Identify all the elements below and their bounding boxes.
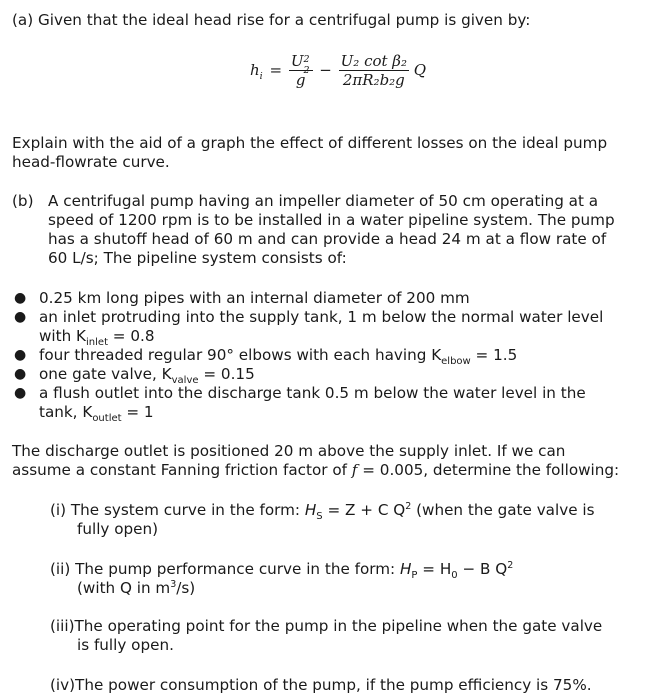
formula-lhs-sub: i bbox=[259, 71, 263, 82]
question-ii-line-2: (with Q in $m^3/s$) bbox=[77, 578, 196, 597]
bullet-outlet-line-1: a flush outlet into the discharge tank 0.5 m below the water level in the bbox=[39, 384, 586, 402]
formula-fraction-1: U 2 2 g bbox=[289, 52, 313, 89]
part-a-prompt: (a) Given that the ideal head rise for a centrifugal pump is given by: bbox=[12, 11, 531, 29]
discharge-line-2: assume a constant Fanning friction factor of f = 0.005, determine the following: bbox=[12, 461, 620, 479]
bullet-elbows: four threaded regular 90° elbows with each having $K_{elbow} = 1.5$ bbox=[39, 346, 518, 368]
part-a-explain-line-1: Explain with the aid of a graph the effect of different losses on the ideal pump bbox=[12, 134, 608, 152]
part-a-explain-line-2: head-flowrate curve. bbox=[12, 153, 170, 171]
formula-equals: = bbox=[269, 61, 283, 79]
bullet-dot-icon: ● bbox=[14, 385, 27, 401]
bullet-dot-icon: ● bbox=[14, 309, 27, 325]
part-b-line-1: A centrifugal pump having an impeller diameter of 50 cm operating at a bbox=[48, 192, 599, 210]
question-iii-line-2: is fully open. bbox=[77, 636, 174, 654]
bullet-outlet-line-2: tank, $K_{outlet} = 1$ bbox=[39, 403, 154, 425]
bullet-gate-valve: one gate valve, $K_{valve} = 0.15$ bbox=[39, 365, 255, 387]
question-iv: (iv)The power consumption of the pump, if the pump efficiency is 75%. bbox=[50, 676, 592, 694]
bullet-inlet-line-1: an inlet protruding into the supply tank, 1 m below the normal water level bbox=[39, 308, 604, 326]
formula-minus: − bbox=[319, 61, 332, 79]
frac1-numerator: U bbox=[290, 52, 304, 70]
formula-fraction-2 bbox=[339, 52, 409, 89]
formula-lhs: h bbox=[250, 61, 260, 79]
question-i-line-1: (i) The system curve in the form: $H_S = Z + C$ $Q^2$ (when the gate valve is bbox=[50, 500, 595, 523]
formula-q: Q bbox=[413, 61, 427, 79]
discharge-line-1: The discharge outlet is positioned 20 m above the supply inlet. If we can bbox=[12, 442, 566, 460]
part-b-label: (b) bbox=[12, 192, 34, 210]
bullet-dot-icon: ● bbox=[14, 290, 27, 306]
bullet-dot-icon: ● bbox=[14, 347, 27, 363]
question-ii-line-1: (ii) The pump performance curve in the form: $H_P = H_0 - B$ $Q^2$ bbox=[50, 559, 514, 582]
frac2-numerator: U₂ cot β₂ bbox=[340, 52, 407, 70]
part-b-line-4: 60 L/s; The pipeline system consists of: bbox=[48, 249, 347, 267]
ideal-head-formula bbox=[250, 52, 426, 89]
question-i-line-2: fully open) bbox=[77, 520, 159, 538]
part-b-line-2: speed of 1200 rpm is to be installed in a water pipeline system. The pump bbox=[48, 211, 615, 229]
frac1-denominator: g bbox=[295, 71, 306, 89]
bullet-dot-icon: ● bbox=[14, 366, 27, 382]
bullet-pipes: 0.25 km long pipes with an internal diameter of 200 mm bbox=[39, 289, 470, 307]
part-b-line-3: has a shutoff head of 60 m and can provide a head 24 m at a flow rate of bbox=[48, 230, 607, 248]
frac2-denominator: 2πR₂b₂g bbox=[342, 71, 405, 89]
question-iii-line-1: (iii)The operating point for the pump in the pipeline when the gate valve bbox=[50, 617, 603, 635]
bullet-inlet-line-2: with $K_{inlet} = 0.8$ bbox=[39, 327, 155, 349]
